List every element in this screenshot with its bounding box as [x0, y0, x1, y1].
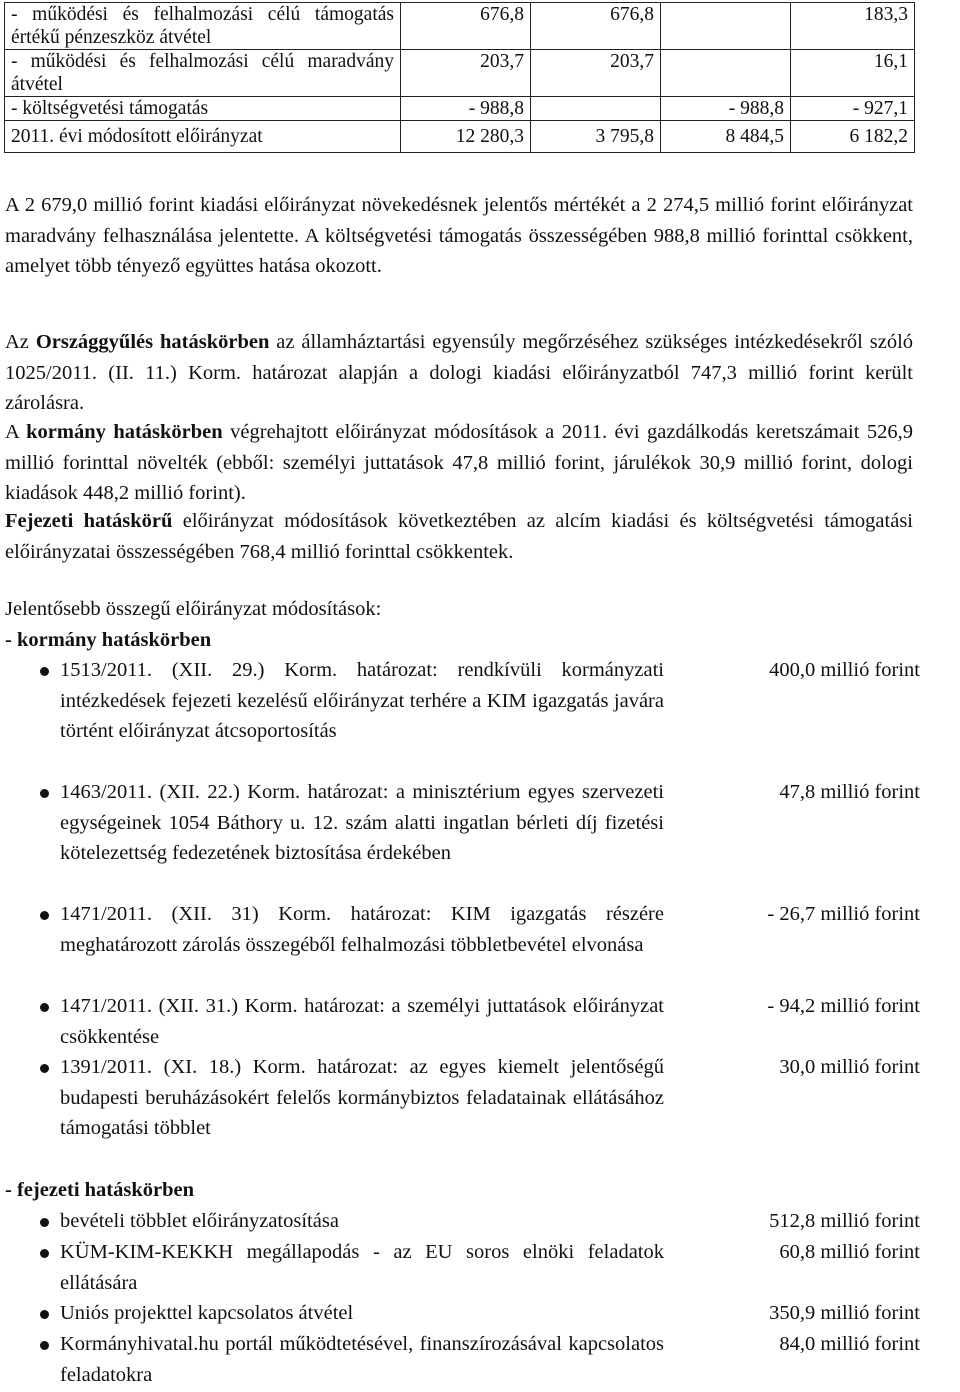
- cell-value: 12 280,3: [401, 121, 531, 153]
- table-row: [5, 50, 915, 97]
- fejezeti-label: - fejezeti hatáskörben: [5, 1179, 195, 1201]
- item-text: bevételi többlet előirányzatosítása: [60, 1210, 339, 1232]
- item-amount: 512,8 millió forint: [769, 1210, 920, 1232]
- bullet-icon: [40, 1003, 49, 1012]
- item-amount: 84,0 millió forint: [779, 1333, 920, 1355]
- row-label: - működési és felhalmozási célú támogatás értékű pénzeszköz átvétel: [5, 3, 401, 50]
- bullet-icon: [40, 1064, 49, 1073]
- item-amount: 350,9 millió forint: [769, 1302, 920, 1324]
- bullet-icon: [40, 1218, 49, 1227]
- item-amount: 60,8 millió forint: [779, 1241, 920, 1263]
- cell-value: [661, 3, 791, 50]
- cell-value: 183,3: [791, 3, 915, 50]
- item-amount: 30,0 millió forint: [779, 1056, 920, 1078]
- bold-term: Fejezeti hatáskörű: [5, 510, 173, 532]
- cell-value: [661, 50, 791, 97]
- kormany-label: - kormány hatáskörben: [5, 629, 212, 651]
- item-text: 1513/2011. (XII. 29.) Korm. határozat: rendkívüli kormányzati intézkedések fejezeti kezelésű előirányzat terhére a KIM igazgatás javára történt előirányzat átcsoportosítás: [60, 659, 664, 742]
- item-amount: 400,0 millió forint: [769, 659, 920, 681]
- paragraph-kormany: [5, 417, 913, 509]
- item-text: 1471/2011. (XII. 31.) Korm. határozat: a személyi juttatások előirányzat csökkentése: [60, 995, 664, 1048]
- cell-value: 3 795,8: [531, 121, 661, 153]
- bullet-icon: [40, 667, 49, 676]
- cell-value: - 927,1: [791, 97, 915, 121]
- bullet-icon: [40, 911, 49, 920]
- row-label: - költségvetési támogatás: [5, 97, 401, 121]
- cell-value: 203,7: [401, 50, 531, 97]
- row-label: - működési és felhalmozási célú maradvány átvétel: [5, 50, 401, 97]
- bullet-icon: [40, 789, 49, 798]
- item-text: 1471/2011. (XII. 31) Korm. határozat: KIM igazgatás részére meghatározott zárolás összegéből felhalmozási többletbevétel elvonása: [60, 903, 664, 956]
- paragraph-fejezeti: [5, 506, 913, 567]
- item-text: KÜM-KIM-KEKKH megállapodás - az EU soros elnöki feladatok ellátására: [60, 1241, 664, 1294]
- item-text: 1463/2011. (XII. 22.) Korm. határozat: a minisztérium egyes szervezeti egységeinek 1054 Báthory u. 12. szám alatti ingatlan bérleti díj fizetési kötelezettség fedezetének biztosítása érdekében: [60, 781, 664, 864]
- cell-value: 203,7: [531, 50, 661, 97]
- section-heading: Jelentősebb összegű előirányzat módosítások:: [5, 598, 382, 620]
- bullet-icon: [40, 1249, 49, 1258]
- bullet-icon: [40, 1310, 49, 1319]
- row-label: 2011. évi módosított előirányzat: [5, 121, 401, 153]
- cell-value: 676,8: [531, 3, 661, 50]
- cell-value: 8 484,5: [661, 121, 791, 153]
- paragraph-orszaggyules: [5, 327, 913, 419]
- item-amount: - 94,2 millió forint: [767, 995, 920, 1017]
- text: az államháztartási egyensúly megőrzéséhez szükséges intézkedésekről szóló 1025/2011. (II. 11.) Korm. határozat alapján a dologi kiadási előirányzatból 747,3 millió forint került zárolásra.: [5, 331, 914, 414]
- table-row: [5, 97, 915, 121]
- cell-value: 16,1: [791, 50, 915, 97]
- text: előirányzat módosítások következtében az alcím kiadási és költségvetési támogatási előirányzatai összességében 768,4 millió forinttal csökkentek.: [5, 510, 913, 563]
- table-row: [5, 3, 915, 50]
- cell-value: 676,8: [401, 3, 531, 50]
- text: végrehajtott előirányzat módosítások a 2011. évi gazdálkodás keretszámait 526,9 millió forinttal növelték (ebből: személyi juttatások 47,8 millió forint, járulékok 30,9 millió forint, dologi kiadások 448,2 millió forint).: [5, 421, 913, 504]
- item-amount: 47,8 millió forint: [779, 781, 920, 803]
- item-amount: - 26,7 millió forint: [767, 903, 920, 925]
- budget-table: [4, 2, 915, 153]
- cell-value: [531, 97, 661, 121]
- bullet-icon: [40, 1341, 49, 1350]
- cell-value: - 988,8: [401, 97, 531, 121]
- table-row-total: [5, 121, 915, 153]
- item-text: Kormányhivatal.hu portál működtetésével, finanszírozásával kapcsolatos feladatokra: [60, 1333, 664, 1386]
- cell-value: 6 182,2: [791, 121, 915, 153]
- item-text: Uniós projekttel kapcsolatos átvétel: [60, 1302, 354, 1324]
- paragraph-growth: A 2 679,0 millió forint kiadási előirányzat növekedésnek jelentős mértékét a 2 274,5 millió forint előirányzat maradvány felhasználása jelentette. A költségvetési támogatás összességében 988,8 millió forinttal csökkent, amelyet több tényező együttes hatása okozott.: [5, 194, 913, 277]
- item-text: 1391/2011. (XI. 18.) Korm. határozat: az egyes kiemelt jelentőségű budapesti beruházásokért felelős kormánybiztos feladatainak ellátásához támogatási többlet: [60, 1056, 664, 1139]
- cell-value: - 988,8: [661, 97, 791, 121]
- bold-term: Országgyűlés hatáskörben: [35, 331, 270, 353]
- text: Az: [5, 331, 36, 353]
- bold-term: kormány hatáskörben: [26, 421, 223, 443]
- text: A: [5, 421, 27, 443]
